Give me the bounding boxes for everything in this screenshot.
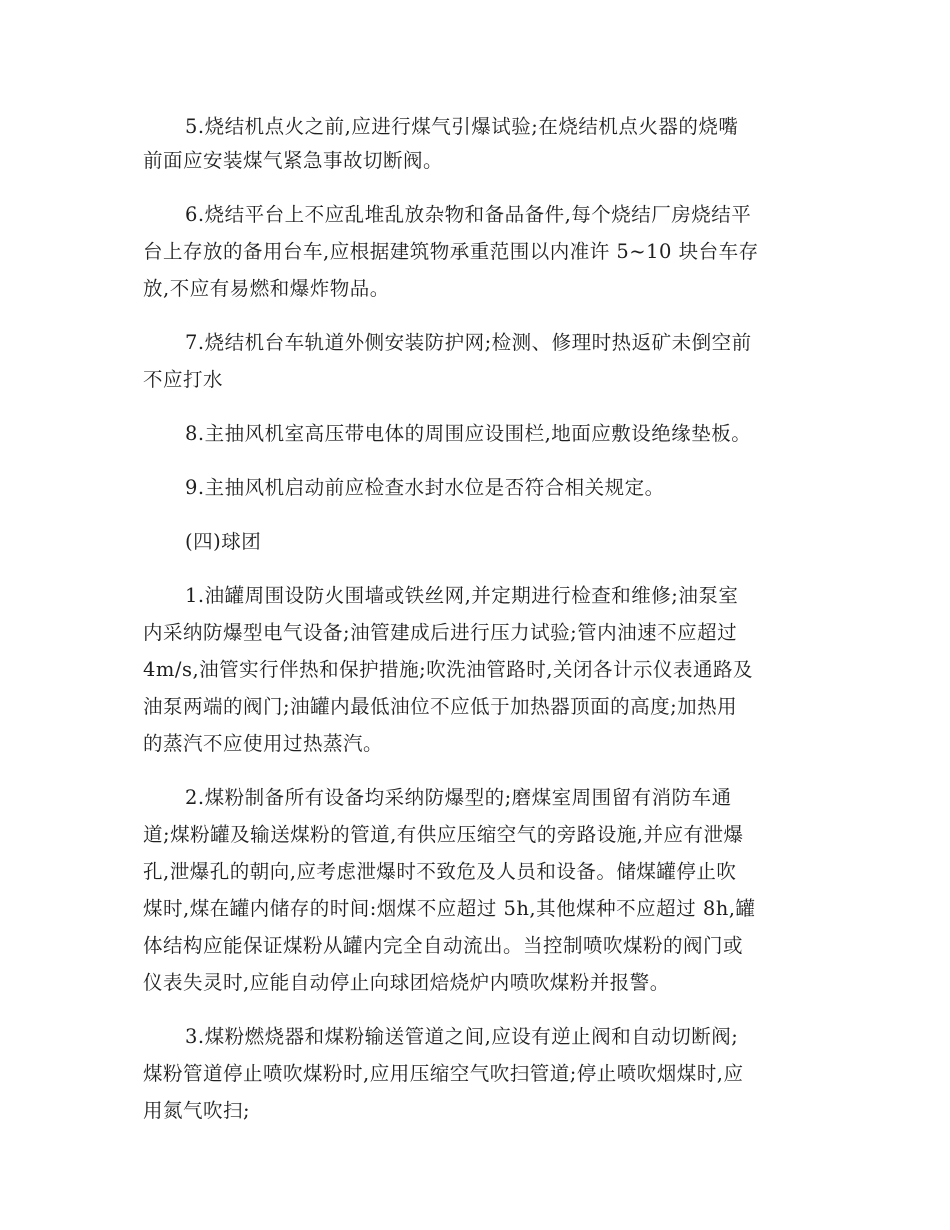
text-line: 煤时,煤在罐内储存的时间:烟煤不应超过 5h,其他煤种不应超过 8h,罐: [143, 897, 756, 920]
text-line: 孔,泄爆孔的朝向,应考虑泄爆时不致危及人员和设备。储煤罐停止吹: [143, 860, 737, 883]
text-line: 仪表失灵时,应能自动停止向球团焙烧炉内喷吹煤粉并报警。: [143, 971, 670, 994]
text-line: 内采纳防爆型电气设备;油管建成后进行压力试验;管内油速不应超过: [143, 621, 738, 644]
text-line: 放,不应有易燃和爆炸物品。: [143, 277, 390, 300]
text-line: 油泵两端的阀门;油罐内最低油位不应低于加热器顶面的高度;加热用: [143, 695, 738, 718]
text-line: 的蒸汽不应使用过热蒸汽。: [143, 732, 384, 755]
section-heading: (四)球团: [185, 530, 262, 553]
text-line: 7.烧结机台车轨道外侧安装防护网;检测、修理时热返矿未倒空前: [185, 331, 752, 354]
text-line: 煤粉管道停止喷吹煤粉时,应用压缩空气吹扫管道;停止喷吹烟煤时,应: [143, 1062, 744, 1085]
text-line: 4m/s,油管实行伴热和保护措施;吹洗油管路时,关闭各计示仪表通路及: [143, 658, 753, 681]
text-line: 用氮气吹扫;: [143, 1099, 251, 1122]
text-line: 台上存放的备用台车,应根据建筑物承重范围以内准许 5~10 块台车存: [143, 240, 759, 263]
text-line: 前面应安装煤气紧急事故切断阀。: [143, 149, 444, 172]
text-line: 1.油罐周围设防火围墙或铁丝网,并定期进行检查和维修;油泵室: [185, 584, 739, 607]
text-line: 3.煤粉燃烧器和煤粉输送管道之间,应设有逆止阀和自动切断阀;: [185, 1025, 739, 1048]
text-line: 道;煤粉罐及输送煤粉的管道,有供应压缩空气的旁路设施,并应有泄爆: [143, 823, 744, 846]
text-line: 2.煤粉制备所有设备均采纳防爆型的;磨煤室周围留有消防车通: [185, 786, 732, 809]
text-line: 8.主抽风机室高压带电体的周围应设围栏,地面应敷设绝缘垫板。: [185, 422, 752, 445]
text-line: 9.主抽风机启动前应检查水封水位是否符合相关规定。: [185, 476, 665, 499]
text-line: 5.烧结机点火之前,应进行煤气引爆试验;在烧结机点火器的烧嘴: [185, 115, 739, 138]
text-line: 体结构应能保证煤粉从罐内完全自动流出。当控制喷吹煤粉的阀门或: [143, 934, 744, 957]
text-line: 不应打水: [143, 368, 224, 391]
text-line: 6.烧结平台上不应乱堆乱放杂物和备品备件,每个烧结厂房烧结平: [185, 203, 752, 226]
